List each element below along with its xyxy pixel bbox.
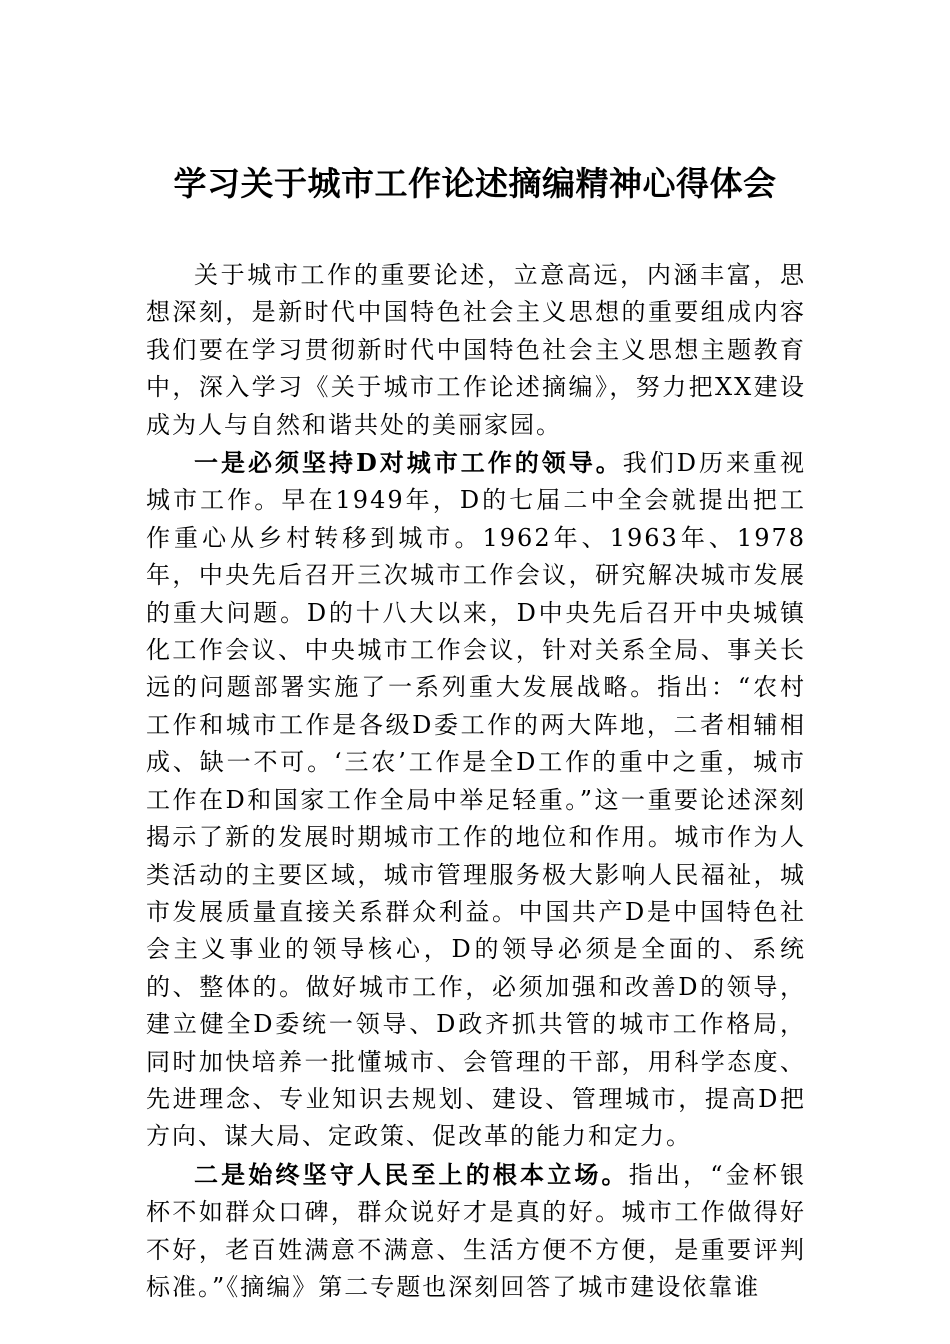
document-title: 学习关于城市工作论述摘编精神心得体会 xyxy=(173,164,777,203)
document-body xyxy=(146,256,806,1306)
paragraph-text: 指出，“金杯银杯不如群众口碑，群众说好才是真的好。城市工作做得好不好，老百姓满意不满意、生活方便不方便，是重要评判标准。”《摘编》第二专题也深刻回答了城市建设依靠谁 xyxy=(146,1160,806,1301)
paragraph-lead: 二是始终坚守人民至上的根本立场。 xyxy=(194,1159,629,1189)
paragraph-text: 关于城市工作的重要论述，立意高远，内涵丰富，思想深刻，是新时代中国特色社会主义思想的重要组成内容我们要在学习贯彻新时代中国特色社会主义思想主题教育中，深入学习《关于城市工作论述摘编》，努力把XX建设成为人与自然和谐共处的美丽家园。 xyxy=(146,261,806,439)
paragraph-text: 我们D历来重视城市工作。早在1949年，D的七届二中全会就提出把工作重心从乡村转移到城市。1962年、1963年、1978年，中央先后召开三次城市工作会议，研究解决城市发展的重大问题。D的十八大以来，D中央先后召开中央城镇化工作会议、中央城市工作会议，针对关系全局、事关长远的问题部署实施了一系列重大发展战略。指出：“农村工作和城市工作是各级D委工作的两大阵地，二者相辅相成、缺一不可。‘三农’工作是全D工作的重中之重，城市工作在D和国家工作全局中举足轻重。”这一重要论述深刻揭示了新的发展时期城市工作的地位和作用。城市作为人类活动的主要区域，城市管理服务极大影响人民福祉，城市发展质量直接关系群众利益。中国共产D是中国特色社会主义事业的领导核心，D的领导必须是全面的、系统的、整体的。做好城市工作，必须加强和改善D的领导，建立健全D委统一领导、D政齐抓共管的城市工作格局，同时加快培养一批懂城市、会管理的干部，用科学态度、先进理念、专业知识去规划、建设、管理城市，提高D把方向、谋大局、定政策、促改革的能力和定力。 xyxy=(146,449,807,1151)
paragraph-point-one xyxy=(146,444,806,1156)
paragraph-lead: 一是必须坚持D对城市工作的领导。 xyxy=(194,448,623,478)
paragraph-point-two xyxy=(146,1156,806,1307)
paragraph-intro xyxy=(146,256,806,444)
